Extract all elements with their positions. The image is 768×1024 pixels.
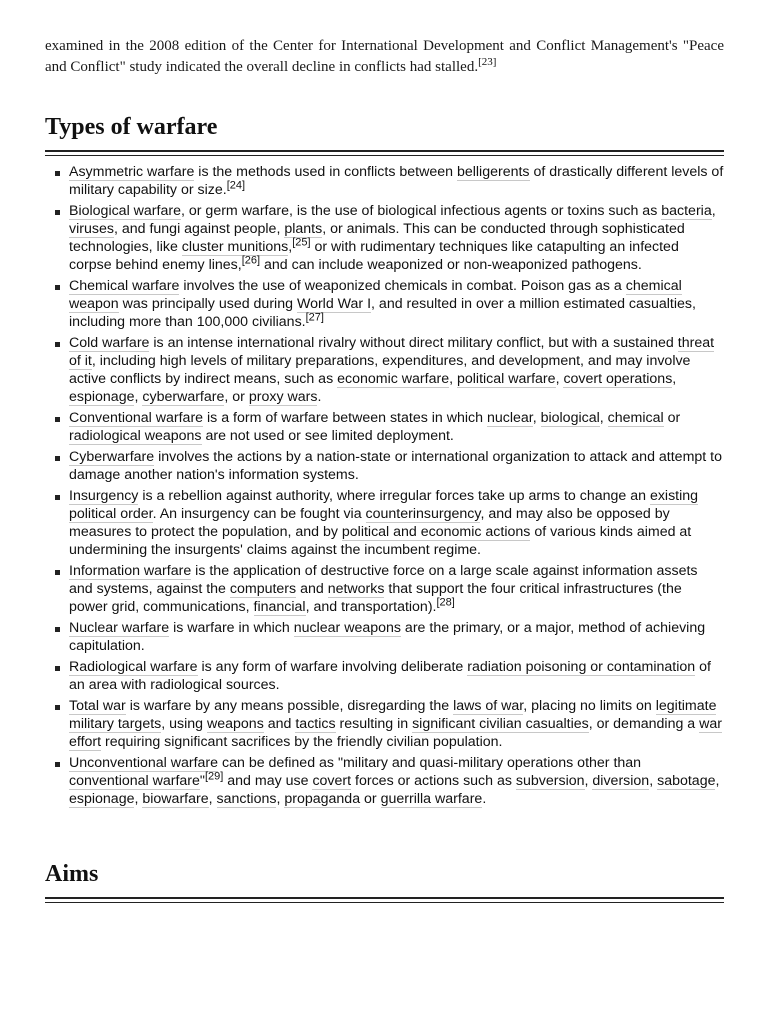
list-item-text: , <box>208 791 217 807</box>
aims-heading: Aims <box>45 861 99 887</box>
warfare-types-list <box>45 163 724 811</box>
list-item-text: is the methods used in conflicts between <box>194 164 457 180</box>
article-link[interactable]: conventional warfare <box>69 773 200 789</box>
article-link[interactable]: existing political order <box>69 488 699 522</box>
citation <box>292 236 310 248</box>
heading-divider <box>45 150 724 152</box>
article-link[interactable]: belligerents <box>456 164 530 180</box>
item-insurgency <box>45 487 724 559</box>
heading-divider-thin <box>45 155 724 156</box>
article-link[interactable]: World War I <box>296 296 372 312</box>
article-link[interactable]: Biological warfare <box>69 203 181 219</box>
list-item-text: involves the use of weaponized chemicals in combat. Poison gas as a <box>179 278 626 294</box>
list-item-text: , using <box>161 716 207 732</box>
article-link[interactable]: nuclear weapons <box>293 620 401 636</box>
list-item-text: " <box>199 773 205 789</box>
citation-23-link[interactable]: [23] <box>478 56 497 68</box>
article-link[interactable]: Conventional warfare <box>69 410 204 426</box>
article-link[interactable]: nuclear <box>486 410 533 426</box>
list-item-text: , <box>711 203 716 219</box>
list-item-text: , or germ warfare, is the use of biological infectious agents or toxins such as <box>180 203 662 219</box>
article-link[interactable]: radiation poisoning or contamination <box>467 659 696 675</box>
citation <box>437 596 455 608</box>
list-item-text: is an intense international rivalry without direct military conflict, but with a sustained <box>149 335 678 351</box>
list-item-text: are the primary, or a major, method of achieving capitulation. <box>69 620 706 654</box>
article-link[interactable]: subversion <box>515 773 585 789</box>
list-item-text: are not used or see limited deployment. <box>201 428 454 444</box>
item-chemical <box>45 277 724 331</box>
article-link[interactable]: viruses <box>69 221 114 237</box>
list-item-text: , including high levels of military preparations, expenditures, and development, and may involve active conflicts by indirect means, such as <box>69 353 691 387</box>
list-item-text: , <box>449 371 457 387</box>
list-item-text: was principally used during <box>118 296 297 312</box>
citation-link[interactable]: [26] <box>241 254 261 267</box>
list-item-text: , <box>288 239 293 255</box>
article-link[interactable]: proxy wars <box>248 389 318 405</box>
list-item-text: resulting in <box>335 716 413 732</box>
list-item-text: , <box>599 410 608 426</box>
citation <box>306 311 324 323</box>
list-item-text: forces or actions such as <box>351 773 516 789</box>
list-item-text: is any form of warfare involving deliberate <box>197 659 468 675</box>
list-item-text: requiring significant sacrifices by the friendly civilian population. <box>101 734 503 750</box>
list-item-text: and may use <box>223 773 313 789</box>
list-item-text: of an area with radiological sources. <box>69 659 711 693</box>
aims-section-header <box>45 860 724 903</box>
item-cyber <box>45 448 724 484</box>
article-link[interactable]: Cyberwarfare <box>69 449 155 465</box>
list-item-text: , or animals. This can be conducted through sophisticated technologies, like <box>69 221 685 255</box>
citation <box>205 770 223 782</box>
article-link[interactable]: plants <box>284 221 323 237</box>
item-nuclear <box>45 619 724 655</box>
list-item-text: , <box>715 773 720 789</box>
article-link[interactable]: chemical <box>607 410 664 426</box>
list-item-text: , and may also be opposed by measures to protect the population, and by <box>69 506 670 540</box>
article-link[interactable]: diversion <box>592 773 650 789</box>
list-item-text: or <box>360 791 381 807</box>
article-link[interactable]: espionage <box>69 791 135 807</box>
article-link[interactable]: threat of it <box>69 335 715 369</box>
list-item-text: . <box>482 791 487 807</box>
article-link[interactable]: espionage <box>69 389 135 405</box>
list-item-text: can be defined as "military and quasi-military operations other than <box>218 755 642 771</box>
article-link[interactable]: Unconventional warfare <box>69 755 219 771</box>
article-link[interactable]: radiological weapons <box>69 428 202 444</box>
list-item-text: is warfare in which <box>169 620 294 636</box>
heading-divider-thin <box>45 902 724 903</box>
list-item-text: , and fungi against people, <box>113 221 285 237</box>
article-link[interactable]: Chemical warfare <box>69 278 180 294</box>
item-information <box>45 562 724 616</box>
list-item-text: , <box>134 791 143 807</box>
article-link[interactable]: cluster munitions <box>181 239 289 255</box>
article-link[interactable]: guerrilla warfare <box>380 791 483 807</box>
list-item-text: and <box>296 581 328 597</box>
article-link[interactable]: Nuclear warfare <box>69 620 170 636</box>
article-link[interactable]: legitimate military targets <box>69 698 717 732</box>
article-link[interactable]: bacteria <box>661 203 712 219</box>
article-link[interactable]: laws of war <box>453 698 524 714</box>
list-item-text: is warfare by any means possible, disregarding the <box>125 698 454 714</box>
article-link[interactable]: Radiological warfare <box>69 659 198 675</box>
item-radiological <box>45 658 724 694</box>
article-link[interactable]: Information warfare <box>69 563 192 579</box>
types-of-warfare-heading: Types of warfare <box>45 114 218 140</box>
intro-text: examined in the 2008 edition of the Center for International Development and Conflict Management's "Peace and Conflict" study indicated the overall decline in conflicts had stalled. <box>45 38 724 75</box>
list-item-text: , <box>134 389 143 405</box>
heading-divider <box>45 897 724 899</box>
citation-link[interactable]: [28] <box>436 596 455 609</box>
item-conventional <box>45 409 724 445</box>
list-item-text: involves the actions by a nation-state or international organization to attack and attempt to damage another nation's information systems. <box>69 449 722 483</box>
citation-link[interactable]: [27] <box>305 311 324 324</box>
list-item-text: , or <box>224 389 249 405</box>
article-link[interactable]: cyberwarfare <box>142 389 225 405</box>
citation-link[interactable]: [24] <box>226 179 246 192</box>
article-link[interactable]: propaganda <box>284 791 361 807</box>
article-link[interactable]: biological <box>540 410 600 426</box>
item-asymmetric <box>45 163 724 199</box>
types-of-warfare-section-header <box>45 113 724 156</box>
article-link[interactable]: Cold warfare <box>69 335 150 351</box>
item-total-war <box>45 697 724 751</box>
citation <box>242 254 260 266</box>
article-link[interactable]: tactics <box>295 716 336 732</box>
list-item-text: , <box>584 773 593 789</box>
list-item-text: . An insurgency can be fought via <box>152 506 366 522</box>
article-link[interactable]: biowarfare <box>142 791 209 807</box>
item-biological <box>45 202 724 274</box>
article-link[interactable]: economic warfare <box>337 371 450 387</box>
article-link[interactable]: chemical weapon <box>69 278 682 312</box>
article-link[interactable]: covert operations <box>563 371 673 387</box>
list-item-text: , <box>672 371 677 387</box>
article-link[interactable]: political warfare <box>456 371 556 387</box>
article-link[interactable]: sanctions <box>216 791 277 807</box>
article-link[interactable]: financial <box>253 599 306 615</box>
list-item-text: . <box>317 389 322 405</box>
list-item-text: , <box>276 791 285 807</box>
citation-link[interactable]: [25] <box>292 236 311 249</box>
intro-paragraph <box>45 36 724 78</box>
list-item-text: and can include weaponized or non-weaponized pathogens. <box>260 257 642 273</box>
article-link[interactable]: Asymmetric warfare <box>69 164 195 180</box>
list-item-text: , <box>532 410 541 426</box>
list-item-text: and <box>263 716 296 732</box>
list-item-text: or with rudimentary techniques like catapulting an infected corpse behind enemy lines, <box>69 239 679 273</box>
article-link[interactable]: networks <box>327 581 385 597</box>
list-item-text: , or demanding a <box>588 716 700 732</box>
list-item-text: is a rebellion against authority, where irregular forces take up arms to change an <box>138 488 650 504</box>
list-item-text: that support the four critical infrastructures (the power grid, communications, <box>69 581 682 615</box>
list-item-text: of various kinds aimed at undermining the insurgents' claims against the incumbent regime. <box>69 524 692 558</box>
list-item-text: is the application of destructive force on a large scale against information assets and systems, against the <box>69 563 698 597</box>
item-cold <box>45 334 724 406</box>
article-link[interactable]: sabotage <box>657 773 716 789</box>
article-link[interactable]: Total war <box>69 698 126 714</box>
list-item-text: , and resulted in over a million estimated casualties, including more than 100,000 civilians. <box>69 296 696 330</box>
list-item-text: or <box>663 410 681 426</box>
list-item-text: of drastically different levels of military capability or size. <box>69 164 724 198</box>
list-item-text: , placing no limits on <box>523 698 656 714</box>
article-link[interactable]: Insurgency <box>69 488 139 504</box>
list-item-text: is a form of warfare between states in which <box>203 410 487 426</box>
list-item-text: , <box>555 371 564 387</box>
article-link[interactable]: weapons <box>207 716 264 732</box>
article-link[interactable]: counterinsurgency <box>365 506 481 522</box>
article-link[interactable]: war effort <box>69 716 723 750</box>
list-item-text: , <box>649 773 658 789</box>
list-item-text: , and transportation). <box>305 599 437 615</box>
article-link[interactable]: political and economic actions <box>341 524 531 540</box>
article-link[interactable]: significant civilian casualties <box>412 716 589 732</box>
citation-link[interactable]: [29] <box>204 770 224 783</box>
item-unconventional <box>45 754 724 808</box>
citation <box>227 179 245 191</box>
article-link[interactable]: computers <box>229 581 297 597</box>
article-link[interactable]: covert <box>312 773 352 789</box>
